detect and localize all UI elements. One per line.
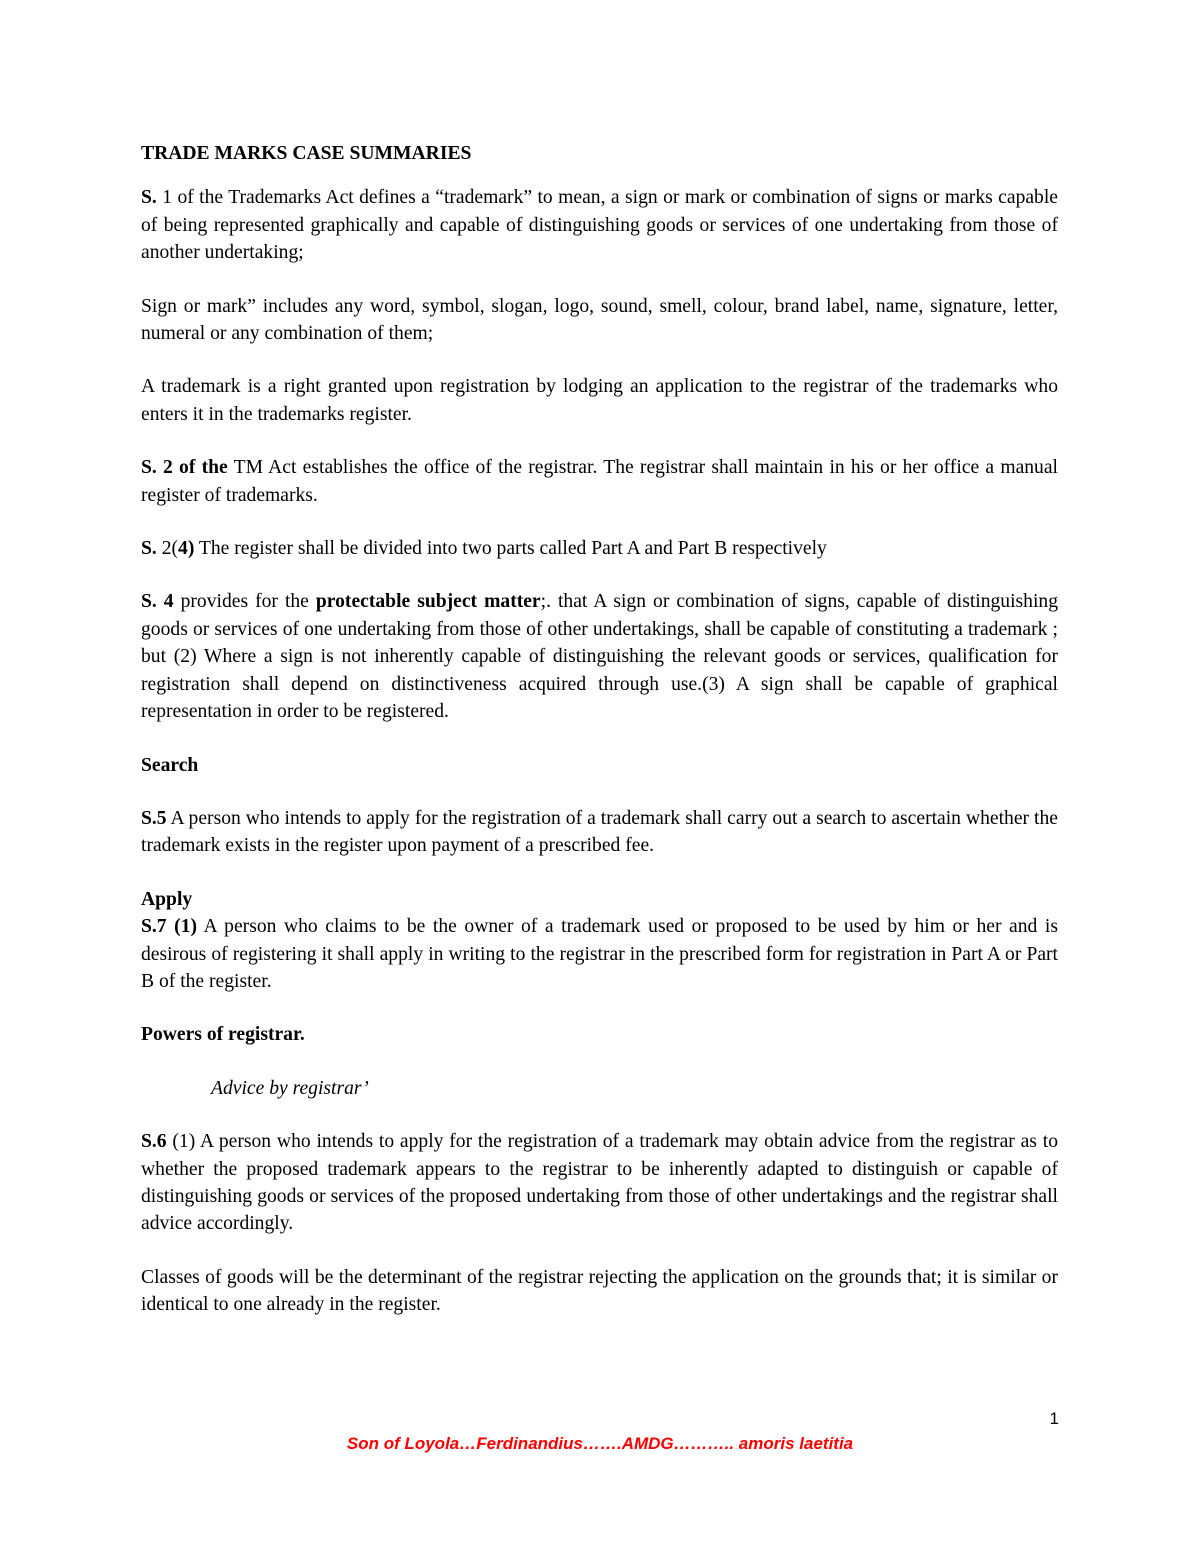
section-ref: S. <box>141 187 157 209</box>
document-title: TRADE MARKS CASE SUMMARIES <box>141 143 472 164</box>
paragraph-text: ;. that A sign or combination of signs, capable of distinguishing goods or services of one undertaking from those of other undertakings, shall be capable of constituting a trademark ; but (2) Where a sign is not inherently capable of distinguishing the relevant goods or services, qualification for registration shall depend on distinctiveness acquired through use.(3) A sign shall be capable of graphical representation in order to be registered. <box>141 591 1058 723</box>
paragraph-text: The register shall be divided into two parts called Part A and Part B respectively <box>194 538 827 560</box>
paragraph-advice <box>141 1128 1058 1238</box>
heading-search: Search <box>141 754 199 776</box>
heading-apply: Apply <box>141 888 193 910</box>
paragraph-sign-or-mark: Sign or mark” includes any word, symbol, slogan, logo, sound, smell, colour, brand label, name, signature, letter, numeral or any combination of them; <box>141 295 1058 345</box>
section-ref: S.6 <box>141 1131 167 1153</box>
paragraph-protectable-subject-matter <box>141 588 1058 725</box>
paragraph-text: A person who intends to apply for the registration of a trademark shall carry out a search to ascertain whether the trademark exists in the register upon payment of a prescribed fee. <box>141 807 1058 857</box>
paragraph-search <box>141 805 1058 860</box>
paragraph-register-parts <box>141 535 1058 562</box>
document-body <box>141 140 1058 1319</box>
paragraph-text: 1 of the Trademarks Act defines a “trademark” to mean, a sign or mark or combination of signs or marks capable of being represented graphically and capable of distinguishing goods or services of one undertaking from those of another undertaking; <box>141 187 1058 264</box>
section-ref: S.7 (1) <box>141 916 198 938</box>
paragraph-text: TM Act establishes the office of the registrar. The registrar shall maintain in his or her office a manual register of trademarks. <box>141 457 1058 506</box>
section-ref-sub: 4) <box>178 538 195 560</box>
paragraph-text: provides for the <box>173 591 316 613</box>
paragraph-trademark-right: A trademark is a right granted upon registration by lodging an application to the registrar of the trademarks who enters it in the trademarks register. <box>141 376 1058 425</box>
paragraph-text: A person who claims to be the owner of a trademark used or proposed to be used by him or her and is desirous of registering it shall apply in writing to the registrar in the prescribed form for registration in Part A or Part B of the register. <box>141 916 1058 992</box>
section-ref: S. 2 of the <box>141 457 228 479</box>
paragraph-text: (1) A person who intends to apply for the registration of a trademark may obtain advice from the registrar as to whether the proposed trademark appears to the registrar to be inherently adapted to distinguish or capable of distinguishing goods or services of the proposed undertaking from those of other undertakings and the registrar shall advice accordingly. <box>141 1131 1058 1235</box>
paragraph-text: 2( <box>156 538 179 560</box>
heading-powers-of-registrar: Powers of registrar. <box>141 1024 305 1046</box>
paragraph-apply <box>141 913 1058 995</box>
page-number: 1 <box>1049 1409 1059 1428</box>
paragraph-registrar-office <box>141 454 1058 509</box>
paragraph-classes-of-goods: Classes of goods will be the determinant of the registrar rejecting the application on the grounds that; it is similar or identical to one already in the register. <box>141 1266 1058 1316</box>
section-ref: S.5 <box>141 807 167 829</box>
subheading-advice-by-registrar: Advice by registrar’ <box>211 1077 369 1099</box>
page-footer: Son of Loyola…Ferdinandius…….AMDG……….. amoris laetitia <box>346 1434 854 1453</box>
section-ref: S. 4 <box>141 591 174 613</box>
paragraph-trademark-definition <box>141 184 1058 266</box>
section-ref: S. <box>141 538 157 560</box>
emphasis-term: protectable subject matter <box>315 591 541 613</box>
